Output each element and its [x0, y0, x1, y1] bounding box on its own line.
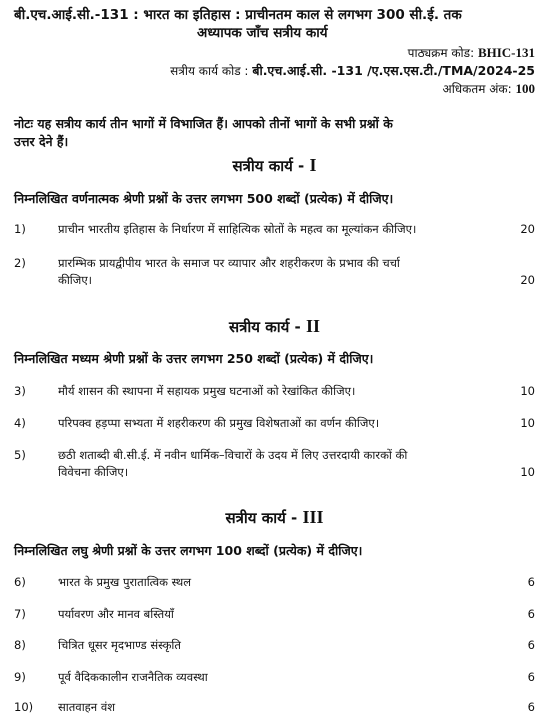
section-heading-label: सत्रीय कार्य - [232, 157, 305, 175]
assignment-code-value: बी.एच.आई.सी. -131 /ए.एस.एस.टी./TMA/2024-25 [252, 63, 535, 78]
question-text-continued: विवेचना कीजिए। [58, 465, 129, 479]
question-marks: 20 [520, 222, 535, 236]
section-heading-label: सत्रीय कार्य - [225, 509, 298, 527]
section-2-instruction: निम्नलिखित मध्यम श्रेणी प्रश्नों के उत्तर लगभग 250 शब्दों (प्रत्येक) में दीजिए। [14, 351, 374, 366]
section-3-instruction: निम्नलिखित लघु श्रेणी प्रश्नों के उत्तर लगभग 100 शब्दों (प्रत्येक) में दीजिए। [14, 543, 363, 558]
question-number: 2) [14, 256, 26, 270]
question-text: चित्रित धूसर मृदभाण्ड संस्कृति [58, 638, 181, 652]
question-marks: 10 [520, 416, 535, 430]
question-number: 1) [14, 222, 26, 236]
max-marks-value: 100 [515, 81, 535, 96]
max-marks-label: अधिकतम अंक: [442, 82, 512, 96]
question-number: 3) [14, 384, 26, 398]
question-number: 6) [14, 575, 26, 589]
question-text: प्रारम्भिक प्रायद्वीपीय भारत के समाज पर व्यापार और शहरीकरण के प्रभाव की चर्चा [58, 256, 400, 270]
section-heading-numeral: I [309, 155, 317, 175]
question-number: 8) [14, 638, 26, 652]
question-marks: 10 [520, 465, 535, 479]
section-heading-numeral: II [306, 316, 321, 336]
section-heading-1 [0, 155, 549, 176]
question-number: 5) [14, 448, 26, 462]
question-marks: 6 [527, 575, 535, 589]
question-marks: 6 [527, 700, 535, 714]
question-number: 4) [14, 416, 26, 430]
note-line-2: उत्तर देने हैं। [14, 134, 69, 149]
assignment-code [170, 62, 535, 79]
section-heading-3 [0, 507, 549, 528]
section-heading-numeral: III [302, 507, 324, 527]
document-subtitle: अध्यापक जाँच सत्रीय कार्य [197, 25, 328, 41]
question-marks: 20 [520, 273, 535, 287]
max-marks [443, 80, 535, 97]
question-text-continued: कीजिए। [58, 273, 93, 287]
course-code [408, 44, 535, 61]
question-text: परिपक्व हड़प्पा सभ्यता में शहरीकरण की प्रमुख विशेषताओं का वर्णन कीजिए। [58, 416, 380, 430]
document-title: बी.एच.आई.सी.-131 : भारत का इतिहास : प्राचीनतम काल से लगभग 300 सी.ई. तक [14, 7, 462, 23]
question-text: मौर्य शासन की स्थापना में सहायक प्रमुख घटनाओं को रेखांकित कीजिए। [58, 384, 356, 398]
course-code-label: पाठ्यक्रम कोड: [407, 46, 475, 60]
question-text: पूर्व वैदिककालीन राजनैतिक व्यवस्था [58, 670, 208, 684]
question-text: छठी शताब्दी बी.सी.ई. में नवीन धार्मिक–विचारों के उदय में लिए उत्तरदायी कारकों की [58, 448, 408, 462]
question-text: भारत के प्रमुख पुरातात्विक स्थल [58, 575, 191, 589]
question-marks: 6 [527, 670, 535, 684]
section-heading-2 [0, 316, 549, 337]
question-text: प्राचीन भारतीय इतिहास के निर्धारण में साहित्यिक स्रोतों के महत्व का मूल्यांकन कीजिए। [58, 222, 417, 236]
question-number: 9) [14, 670, 26, 684]
section-heading-label: सत्रीय कार्य - [228, 318, 301, 336]
question-marks: 6 [527, 638, 535, 652]
course-code-value: BHIC-131 [477, 45, 535, 60]
question-marks: 6 [527, 607, 535, 621]
section-1-instruction: निम्नलिखित वर्णनात्मक श्रेणी प्रश्नों के उत्तर लगभग 500 शब्दों (प्रत्येक) में दीजिए। [14, 191, 394, 206]
question-text: सातवाहन वंश [58, 700, 116, 714]
question-marks: 10 [520, 384, 535, 398]
question-number: 10) [14, 700, 34, 714]
question-number: 7) [14, 607, 26, 621]
note-line-1: नोटः यह सत्रीय कार्य तीन भागों में विभाजित हैं। आपको तीनों भागों के सभी प्रश्नों के [14, 116, 393, 131]
question-text: पर्यावरण और मानव बस्तियाँ [58, 607, 174, 621]
assignment-code-label: सत्रीय कार्य कोड : [170, 64, 249, 78]
